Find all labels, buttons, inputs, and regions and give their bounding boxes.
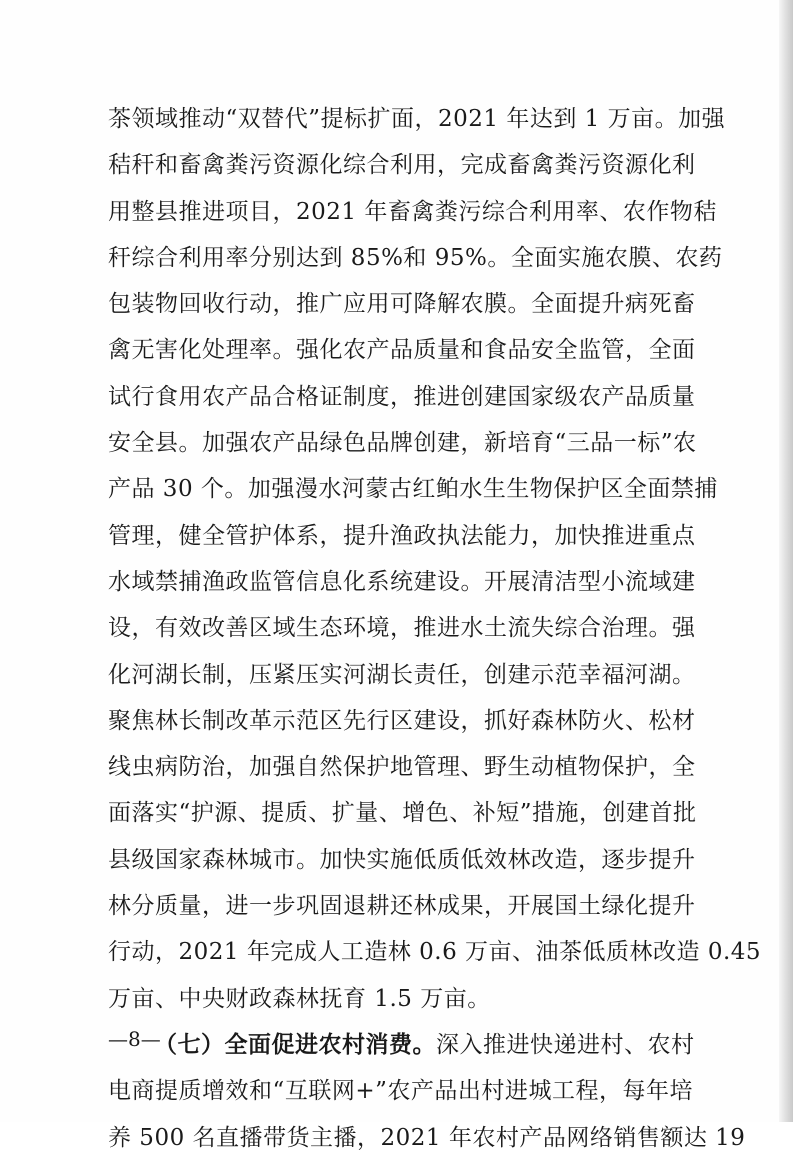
paragraph-line: 产品 30 个。加强漫水河蒙古红鲌水生生物保护区全面禁捕 bbox=[108, 476, 718, 503]
paragraph-line: 线虫病防治，加强自然保护地管理、野生动植物保护，全 bbox=[108, 754, 696, 781]
section-first-line-text: 深入推进快递进村、农村 bbox=[436, 1031, 695, 1058]
paragraph-line: 茶领域推动“双替代”提标扩面，2021 年达到 1 万亩。加强 bbox=[108, 106, 726, 132]
paragraph-line: 禽无害化处理率。强化农产品质量和食品安全监管，全面 bbox=[108, 337, 696, 364]
section-line: 养 500 名直播带货主播，2021 年农村产品网络销售额达 19 bbox=[108, 1124, 746, 1151]
paragraph-line: 县级国家森林城市。加快实施低质低效林改造，逐步提升 bbox=[108, 846, 696, 873]
paragraph-line: 聚焦林长制改革示范区先行区建设，抓好森林防火、松材 bbox=[108, 707, 696, 734]
paragraph-line: 用整县推进项目，2021 年畜禽粪污综合利用率、农作物秸 bbox=[108, 198, 717, 225]
paragraph-line: 化河湖长制，压紧压实河湖长责任，创建示范幸福河湖。 bbox=[108, 661, 696, 688]
paragraph-line: 万亩、中央财政森林抚育 1.5 万亩。 bbox=[108, 985, 491, 1012]
section-line: 电商提质增效和“互联网+”农产品出村进城工程，每年培 bbox=[108, 1078, 693, 1105]
section-first-line bbox=[108, 1022, 693, 1068]
paragraph-line: 秸秆和畜禽粪污资源化综合利用，完成畜禽粪污资源化利 bbox=[108, 152, 696, 179]
paragraph-line: 安全县。加强农产品绿色品牌创建，新培育“三品一标”农 bbox=[108, 430, 697, 457]
paragraph-line: 水域禁捕渔政监管信息化系统建设。开展清洁型小流域建 bbox=[108, 568, 696, 595]
paragraph-line: 管理，健全管护体系，提升渔政执法能力，加快推进重点 bbox=[108, 522, 696, 549]
paragraph-line: 秆综合利用率分别达到 85%和 95%。全面实施农膜、农药 bbox=[108, 244, 723, 271]
scan-edge-shadow bbox=[779, 0, 793, 1122]
paragraph-line: 试行食用农产品合格证制度，推进创建国家级农产品质量 bbox=[108, 383, 696, 410]
paragraph-line: 林分质量，进一步巩固退耕还林成果，开展国土绿化提升 bbox=[108, 893, 696, 920]
paragraph-line: 设，有效改善区域生态环境，推进水土流失综合治理。强 bbox=[108, 615, 696, 642]
page-number: —8— bbox=[108, 1027, 161, 1051]
paragraph-line: 面落实“护源、提质、扩量、增色、补短”措施，创建首批 bbox=[108, 800, 697, 827]
body-text bbox=[108, 96, 762, 1161]
paragraph-line: 包装物回收行动，推广应用可降解农膜。全面提升病死畜 bbox=[108, 291, 696, 318]
section-heading: （七）全面促进农村消费。 bbox=[154, 1030, 436, 1058]
paragraph-line: 行动，2021 年完成人工造林 0.6 万亩、油茶低质林改造 0.45 bbox=[108, 939, 762, 966]
